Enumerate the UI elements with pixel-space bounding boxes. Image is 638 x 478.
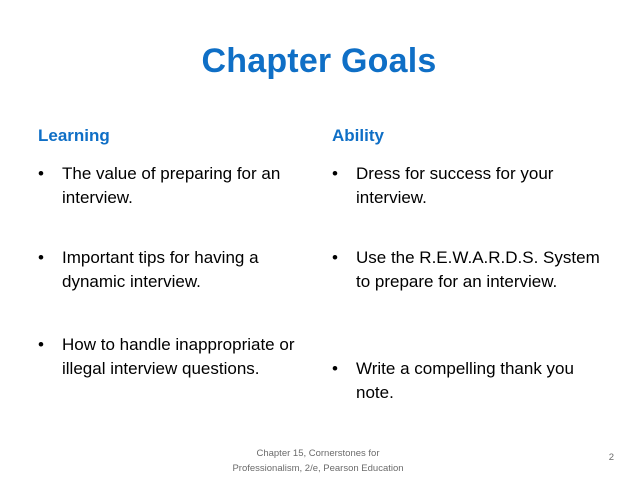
ability-bullet-text: Write a compelling thank you note. — [356, 359, 574, 402]
bullet-icon: • — [38, 164, 44, 183]
ability-bullet-text: Dress for success for your interview. — [356, 164, 554, 207]
bullet-icon: • — [332, 164, 338, 183]
ability-bullet-text: Use the R.E.W.A.R.D.S. System to prepare for an interview. — [356, 248, 600, 291]
learning-bullet-2 — [38, 246, 306, 294]
bullet-icon: • — [38, 335, 44, 354]
learning-heading: Learning — [38, 126, 110, 145]
learning-bullet-1 — [38, 162, 306, 210]
learning-bullet-text: The value of preparing for an interview. — [62, 164, 281, 207]
ability-bullet-1 — [332, 162, 600, 210]
footer-line-2: Professionalism, 2/e, Pearson Education — [232, 463, 404, 474]
bullet-icon: • — [38, 248, 44, 267]
slide-title: Chapter Goals — [201, 42, 437, 80]
learning-bullet-3 — [38, 333, 306, 381]
bullet-icon: • — [332, 359, 338, 378]
slide-footer — [218, 446, 418, 476]
page-number: 2 — [608, 452, 614, 463]
ability-bullet-3 — [332, 357, 600, 405]
bullet-icon: • — [332, 248, 338, 267]
footer-line-1: Chapter 15, Cornerstones for — [256, 448, 380, 459]
learning-bullet-text: Important tips for having a dynamic interview. — [62, 248, 259, 291]
learning-bullet-text: How to handle inappropriate or illegal interview questions. — [62, 335, 295, 378]
ability-bullet-2 — [332, 246, 600, 294]
ability-heading: Ability — [332, 126, 384, 145]
